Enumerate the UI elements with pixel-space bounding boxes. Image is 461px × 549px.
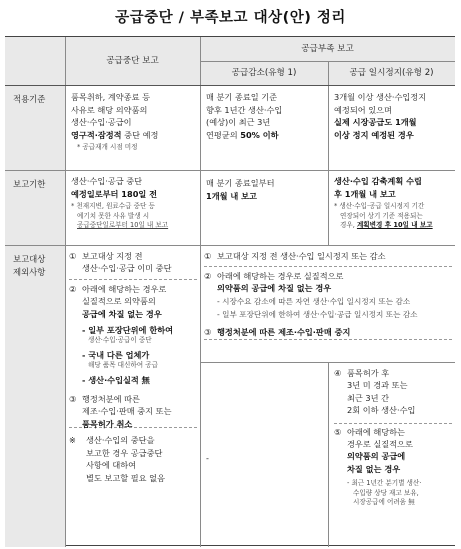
deadline-stop-note2: 예기치 못한 사유 발생 시 xyxy=(77,211,150,220)
row-label-scope xyxy=(5,85,65,170)
target-pause-item5-sub-line1: - 최근 1년간 분기별 생산· xyxy=(347,479,422,488)
target-stop-note-line4: 별도 보고할 필요 없음 xyxy=(86,472,165,483)
circled-1-marker: ① xyxy=(204,251,212,261)
report-table xyxy=(5,36,455,546)
shortage-divider-2 xyxy=(204,339,452,340)
shortage-divider-1 xyxy=(204,266,452,267)
target-shortage-item2-sub2: - 일부 포장단위에 한하여 생산·수입·공급 일시정지 또는 감소 xyxy=(217,309,418,319)
deadline-stop-note1: * 천재지변, 원료수급 중단 등 xyxy=(71,202,155,211)
header-reduce-label: 공급감소(유형 1) xyxy=(231,67,297,78)
deadline-pause-line2: 후 1개월 내 보고 xyxy=(334,188,396,199)
target-shortage-item3-text: 행정처분에 따른 제조·수입·판매 중지 xyxy=(217,326,351,337)
target-stop-note-line2: 보고한 경우 공급중단 xyxy=(86,447,163,458)
scope-pause-cell xyxy=(334,91,454,169)
target-pause-item4 xyxy=(334,367,454,417)
circled-1-marker: ① xyxy=(69,251,77,261)
scope-reduce-line4b: 50% 이하 xyxy=(240,129,279,140)
scope-reduce-line2: 향후 1년간 생산·수입 xyxy=(206,104,283,115)
scope-stop-line2: 사유로 해당 의약품의 xyxy=(71,104,148,115)
scope-pause-line1: 3개월 이상 생산·수입정지 xyxy=(334,92,427,102)
target-pause-item4-line1: 품목허가 후 xyxy=(347,368,390,378)
circled-4-marker: ④ xyxy=(334,368,342,378)
scope-stop-line1: 품목취하, 계약종료 등 xyxy=(71,92,150,102)
header-shortage xyxy=(200,37,455,61)
target-pause-item5-sub-line2: 수입량 상당 재고 보유, xyxy=(353,488,419,497)
stop-divider-1 xyxy=(69,279,197,280)
target-stop-item1 xyxy=(69,250,199,275)
scope-stop-line4-rest: 중단 예정 xyxy=(121,129,159,140)
target-pause-item5-line4: 차질 없는 경우 xyxy=(347,463,401,474)
row-label-scope-text: 적용기준 xyxy=(13,94,46,104)
deadline-stop-note3: 공급중단일로부터 10일 내 보고 xyxy=(77,221,169,229)
target-pause-item5-line2: 경우로 실질적으로 xyxy=(347,439,413,450)
target-stop-item3-line2: 제조·수입·판매 중지 또는 xyxy=(82,406,172,417)
target-stop-item2-sub2-line2: 해당 품목 대신하여 공급 xyxy=(88,361,158,370)
pause-divider-1 xyxy=(334,423,452,424)
grid-line-v3-lower xyxy=(328,362,329,547)
target-stop-item2-sub1-line1: - 일부 포장단위에 한하여 xyxy=(82,325,174,336)
target-stop-item2-sub3: - 생산·수입실적 無 xyxy=(82,374,150,385)
scope-pause-line2: 예정되어 있으며 xyxy=(334,104,392,115)
target-stop-item3-line1: 행정처분에 따른 xyxy=(82,394,140,405)
target-reduce-dash: - xyxy=(206,453,209,463)
target-shortage-item2-sub1: - 시장수요 감소에 따른 자연 생산·수입 일시정지 또는 감소 xyxy=(217,296,411,306)
circled-2-marker: ② xyxy=(204,270,212,281)
target-shortage-item2-line2: 의약품의 공급에 차질 없는 경우 xyxy=(217,283,332,294)
target-shortage-item3 xyxy=(204,326,454,339)
target-shortage-item2-line1: 아래에 해당하는 경우로 실질적으로 xyxy=(217,270,344,281)
target-stop-item3 xyxy=(69,393,199,430)
deadline-pause-line1: 생산·수입 감축계획 수립 xyxy=(334,176,422,186)
header-shortage-label: 공급부족 보고 xyxy=(301,43,354,54)
target-stop-note xyxy=(69,434,199,484)
deadline-stop-line2: 예정일로부터 180일 전 xyxy=(71,188,158,199)
scope-pause-line4: 이상 정지 예정된 경우 xyxy=(334,129,414,140)
deadline-stop-line1: 생산·수입·공급 중단 xyxy=(71,176,143,186)
target-stop-item1-line2: 생산·수입·공급 이미 중단 xyxy=(82,263,172,274)
target-stop-item1-line1: 보고대상 지정 전 xyxy=(82,251,143,261)
deadline-reduce-cell xyxy=(206,177,326,237)
scope-stop-cell xyxy=(71,91,197,169)
deadline-pause-note1: * 생산·수입·공급 일시정지 기간 xyxy=(334,202,425,211)
target-stop-note-line3: 사항에 대하여 xyxy=(86,460,137,471)
target-shortage-merged-cell xyxy=(204,250,454,362)
target-pause-item5-line1: 아래에 해당하는 xyxy=(347,426,405,437)
grid-line-h-header-bottom xyxy=(5,85,455,86)
page-title: 공급중단 / 부족보고 대상(안) 정리 xyxy=(115,10,346,26)
row-label-deadline-text: 보고기한 xyxy=(13,179,46,189)
target-shortage-item1-text: 보고대상 지정 전 생산·수입 일시정지 또는 감소 xyxy=(217,251,386,261)
target-pause-item4-line2: 3년 미 경과 또는 xyxy=(347,380,408,391)
header-pause-label: 공급 일시정지(유형 2) xyxy=(349,67,434,78)
scope-stop-line4-bold: 영구적·잠정적 xyxy=(71,129,122,140)
target-pause-item5-line3: 의약품의 공급에 xyxy=(347,451,406,462)
header-reduce xyxy=(200,61,328,85)
header-pause xyxy=(328,61,455,85)
target-pause-item5-sub-line3: 시장공급에 어려움 無 xyxy=(353,498,415,507)
deadline-pause-note3a: 경우, xyxy=(340,221,357,229)
scope-reduce-line4a: 연평균의 xyxy=(206,129,241,140)
header-stop-label: 공급중단 보고 xyxy=(106,55,159,66)
target-stop-cell xyxy=(69,250,199,546)
deadline-pause-cell xyxy=(334,175,455,243)
deadline-reduce-line1: 매 분기 종료일부터 xyxy=(206,178,275,188)
row-label-target-line2: 제외사항 xyxy=(13,267,46,277)
target-stop-item2-line2: 실질적으로 의약품의 xyxy=(82,296,156,307)
scope-reduce-line1: 매 분기 종료일 기준 xyxy=(206,92,278,102)
row-label-target-line1: 보고대상 xyxy=(13,254,46,264)
target-stop-item2-sub1-line2: 생산·수입·공급이 중단 xyxy=(88,336,152,345)
target-shortage-item1 xyxy=(204,250,454,263)
row-label-deadline xyxy=(5,170,65,245)
grid-line-h-merged-bottom xyxy=(200,362,455,363)
row-label-target xyxy=(5,245,65,547)
scope-pause-line3: 실제 시장공급도 1개월 xyxy=(334,117,417,128)
grid-line-h-header-mid xyxy=(200,61,455,62)
scope-reduce-cell xyxy=(206,91,326,169)
target-stop-item3-line3: 품목허가 취소 xyxy=(82,418,133,429)
target-pause-item5 xyxy=(334,426,454,508)
circled-5-marker: ⑤ xyxy=(334,426,342,437)
deadline-pause-note2: 연장되어 상기 기준 적용되는 xyxy=(340,211,423,220)
grid-line-h-scope-bottom xyxy=(5,170,455,171)
grid-line-v3-upper xyxy=(328,61,329,245)
scope-reduce-line3: (예상)이 최근 3년 xyxy=(206,117,271,128)
scope-stop-line3: 생산·수입·공급이 xyxy=(71,117,132,128)
deadline-stop-cell xyxy=(71,175,199,243)
target-stop-note-line1: 생산·수입의 중단을 xyxy=(86,435,155,446)
reference-mark-icon: ※ xyxy=(69,435,76,446)
target-stop-item2 xyxy=(69,283,199,386)
circled-3-marker: ③ xyxy=(69,394,77,405)
deadline-pause-note3b: 계획변경 후 10일 내 보고 xyxy=(356,221,433,229)
target-pause-item4-line3: 최근 3년 간 xyxy=(347,392,390,403)
corner-header-cell xyxy=(5,37,65,85)
target-reduce-lower-cell xyxy=(206,452,246,468)
grid-line-v1 xyxy=(65,37,66,547)
target-stop-item2-line1: 아래에 해당하는 경우로 xyxy=(82,283,167,294)
scope-stop-note: * 공급재개 시점 미정 xyxy=(77,143,138,152)
circled-3-marker: ③ xyxy=(204,326,212,337)
grid-line-h-deadline-bottom xyxy=(5,245,455,246)
circled-2-marker: ② xyxy=(69,283,77,294)
header-stop xyxy=(65,37,200,85)
target-stop-item2-line3: 공급에 차질 없는 경우 xyxy=(82,308,162,319)
target-pause-lower-cell xyxy=(334,367,454,545)
deadline-reduce-line2: 1개월 내 보고 xyxy=(206,190,257,201)
target-shortage-item2 xyxy=(204,270,454,321)
target-stop-item2-sub2-line1: - 국내 다른 업체가 xyxy=(82,349,150,360)
target-pause-item4-line4: 2회 이하 생산·수입 xyxy=(347,405,416,416)
grid-line-v2 xyxy=(200,37,201,547)
